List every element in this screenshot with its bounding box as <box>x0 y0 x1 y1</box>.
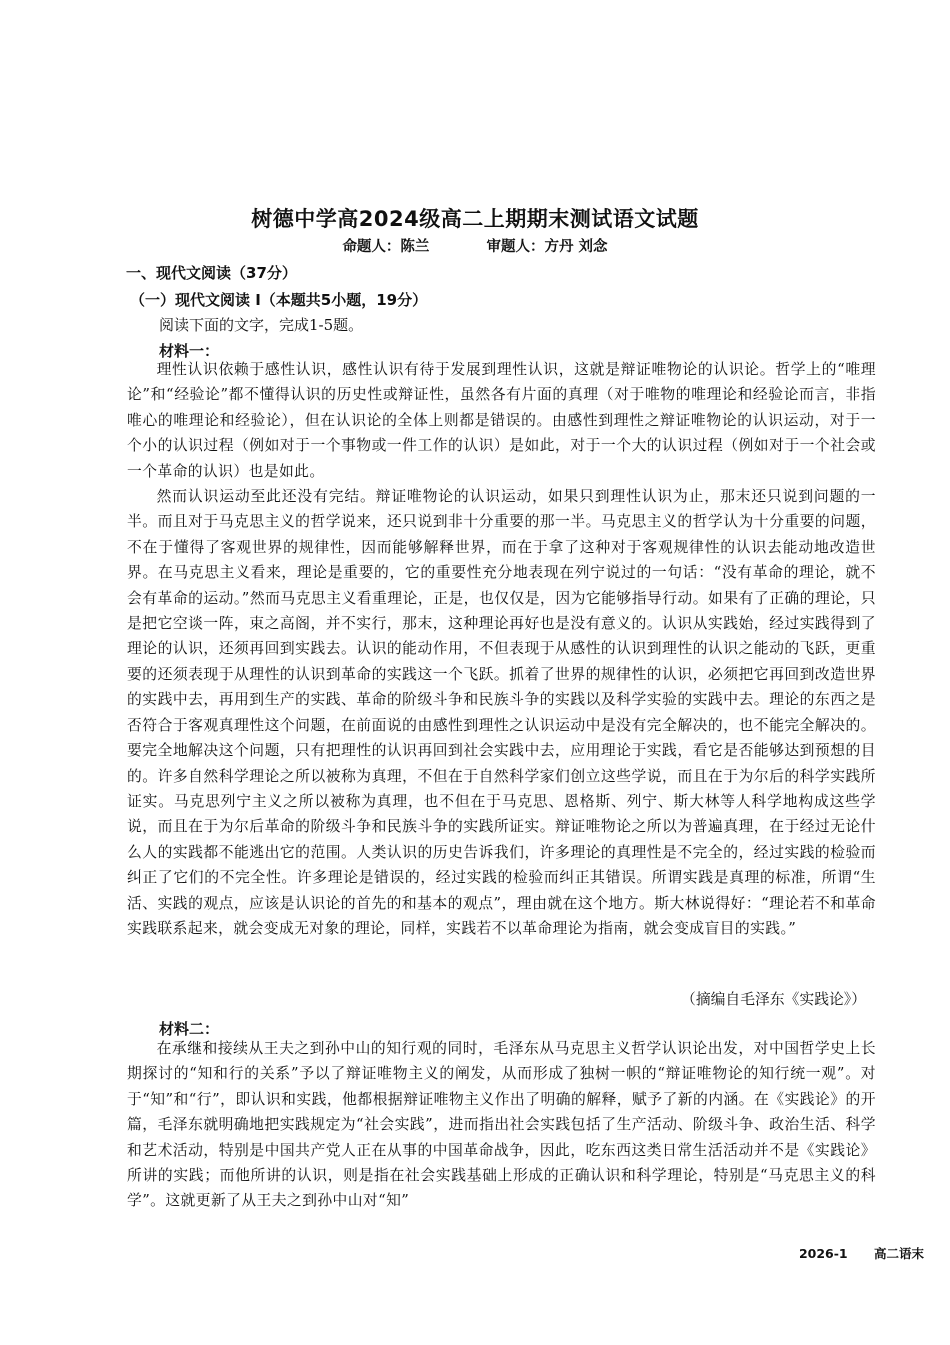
material2-label: 材料二： <box>159 1020 220 1038</box>
footer-date: 2026-1 <box>798 1246 848 1261</box>
setter: 命题人：陈兰 <box>342 239 430 255</box>
exam-title: 树德中学高2024级高二上期期末测试语文试题 <box>251 207 699 231</box>
reviewer: 审题人：方丹 刘念 <box>486 239 608 255</box>
section-heading: 一、现代文阅读（37分） <box>126 264 297 282</box>
subsection-heading: （一）现代文阅读 I（本题共5小题，19分） <box>130 291 428 309</box>
material1-paragraph-1: 理性认识依赖于感性认识，感性认识有待于发展到理性认识，这就是辩证唯物论的认识论。哲学上的“唯理论”和“经验论”都不懂得认识的历史性或辩证性，虽然各有片面的真理（对于唯物的唯理论和经验论而言，非指唯心的唯理论和经验论），但在认识论的全体上则都是错误的。由感性到理性之辩证唯物论的认识运动，对于一个小的认识过程（例如对于一个事物或一件工作的认识）是如此，对于一个大的认识过程（例如对于一个社会或一个革命的认识）也是如此。 <box>127 361 876 480</box>
material2-paragraph-1: 在承继和接续从王夫之到孙中山的知行观的同时，毛泽东从马克思主义哲学认识论出发，对中国哲学史上长期探讨的“知和行的关系”予以了辩证唯物主义的阐发，从而形成了独树一帜的“辩证唯物论的知行统一观”。对于“知”和“行”，即认识和实践，他都根据辩证唯物主义作出了明确的解释，赋予了新的内涵。在《实践论》的开篇，毛泽东就明确地把实践规定为“社会实践”，进而指出社会实践包括了生产活动、阶级斗争、政治生活、科学和艺术活动，特别是中国共产党人正在从事的中国革命战争，因此，吃东西这类日常生活活动并不是《实践论》所讲的实践；而他所讲的认识，则是指在社会实践基础上形成的正确认识和科学理论，特别是“马克思主义的科学”。这就更新了从王夫之到孙中山对“知” <box>127 1040 876 1210</box>
material1-source: （摘编自毛泽东《实践论》） <box>681 991 866 1008</box>
instruction: 阅读下面的文字，完成1-5题。 <box>159 316 364 334</box>
material1-label: 材料一： <box>159 342 220 360</box>
material2-body <box>127 1036 876 1214</box>
exam-authors <box>0 235 950 256</box>
material1-paragraph-2: 然而认识运动至此还没有完结。辩证唯物论的认识运动，如果只到理性认识为止，那末还只说到问题的一半。而且对于马克思主义的哲学说来，还只说到非十分重要的那一半。马克思主义的哲学认为十分重要的问题，不在于懂得了客观世界的规律性，因而能够解释世界，而在于拿了这种对于客观规律性的认识去能动地改造世界。在马克思主义看来，理论是重要的，它的重要性充分地表现在列宁说过的一句话：“没有革命的理论，就不会有革命的运动。”然而马克思主义看重理论，正是，也仅仅是，因为它能够指导行动。如果有了正确的理论，只是把它空谈一阵，束之高阁，并不实行，那末，这种理论再好也是没有意义的。认识从实践始，经过实践得到了理论的认识，还须再回到实践去。认识的能动作用，不但表现于从感性的认识到理性的认识之能动的飞跃，更重要的还须表现于从理性的认识到革命的实践这一个飞跃。抓着了世界的规律性的认识，必须把它再回到改造世界的实践中去，再用到生产的实践、革命的阶级斗争和民族斗争的实践以及科学实验的实践中去。理论的东西之是否符合于客观真理性这个问题，在前面说的由感性到理性之认识运动中是没有完全解决的，也不能完全解决的。要完全地解决这个问题，只有把理性的认识再回到社会实践中去，应用理论于实践，看它是否能够达到预想的目的。许多自然科学理论之所以被称为真理，不但在于自然科学家们创立这些学说，而且在于为尔后的科学实践所证实。马克思列宁主义之所以被称为真理，也不但在于马克思、恩格斯、列宁、斯大林等人科学地构成这些学说，而且在于为尔后革命的阶级斗争和民族斗争的实践所证实。辩证唯物论之所以为普遍真理，在于经过无论什么人的实践都不能逃出它的范围。人类认识的历史告诉我们，许多理论的真理性是不完全的，经过实践的检验而纠正了它们的不完全性。许多理论是错误的，经过实践的检验而纠正其错误。所谓实践是真理的标准，所谓“生活、实践的观点，应该是认识论的首先的和基本的观点”，理由就在这个地方。斯大林说得好：“理论若不和革命实践联系起来，就会变成无对象的理论，同样，实践若不以革命理论为指南，就会变成盲目的实践。” <box>127 488 876 937</box>
page-footer <box>777 1244 924 1262</box>
material1-body <box>127 357 876 941</box>
footer-subject: 高二语末 <box>873 1246 924 1261</box>
